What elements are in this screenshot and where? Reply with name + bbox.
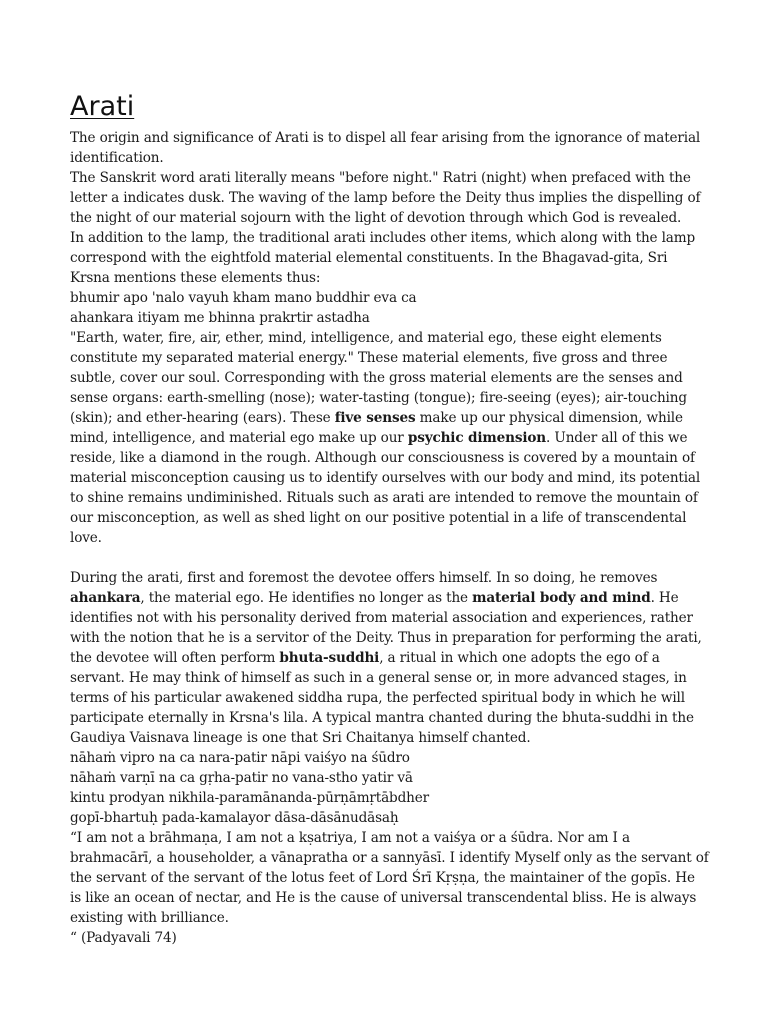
- text-run: During the arati, first and foremost the devotee offers himself. In so doing, he removes: [70, 570, 658, 586]
- paragraph-etymology: The Sanskrit word arati literally means "before night." Ratri (night) when prefaced with the letter a indicates dusk. The waving of the lamp before the Deity thus implies the dispelling of the night of our material sojourn with the light of devotion through which God is revealed.: [70, 170, 701, 226]
- bold-ahankara: ahankara: [70, 590, 141, 606]
- bold-psychic-dimension: psychic dimension: [407, 430, 547, 446]
- text-run: make up our physical dimension, while mind, intelligence, and material ego make up our: [70, 410, 683, 446]
- text-run: . Under all of this we reside, like a diamond in the rough. Although our consciousness is covered by a mountain of material misconception causing us to identify ourselves with our body and mind, its potential to shine remains undiminished. Rituals such as arati are intended to remove the mountain of our misconception, as well as shed light on our positive potential in a life of transcendental love.: [70, 430, 701, 546]
- bold-bhuta-suddhi: bhuta-suddhi: [279, 650, 380, 666]
- text-run: . He identifies not with his personality derived from material association and experiences, rather with the notion that he is a servitor of the Deity. Thus in preparation for performing the arati, the devotee will often perform: [70, 590, 702, 666]
- paragraph-gap: [70, 548, 710, 568]
- document-page: [70, 90, 710, 948]
- document-body: [70, 128, 710, 948]
- verse-line-2: ahankara itiyam me bhinna prakrtir astadha: [70, 310, 370, 326]
- bold-five-senses: five senses: [334, 410, 416, 426]
- mantra-line-1: nāhaṁ vipro na ca nara-patir nāpi vaiśyo na śūdro: [70, 750, 410, 766]
- text-run: , the material ego. He identifies no longer as the: [140, 590, 473, 606]
- text-run: "Earth, water, fire, air, ether, mind, intelligence, and material ego, these eight elements constitute my separated material energy." These material elements, five gross and three subtle, cover our soul. Corresponding with the gross material elements are the senses and sense organs: earth-smelling (nose); water-tasting (tongue); fire-seeing (eyes); air-touching (skin); and ether-hearing (ears). These: [70, 330, 687, 426]
- paragraph-mantra-translation: “I am not a brāhmaṇa, I am not a kṣatriya, I am not a vaiśya or a śūdra. Nor am I a brahmacārī, a householder, a vānapratha or a sannyāsī. I identify Myself only as the servant of the servant of the servant of the lotus feet of Lord Śrī Kṛṣṇa, the maintainer of the gopīs. He is like an ocean of nectar, and He is the cause of universal transcendental bliss. He is always existing with brilliance.: [70, 830, 709, 926]
- bold-material-body-mind: material body and mind: [472, 590, 651, 606]
- mantra-line-2: nāhaṁ varṇī na ca gṛha-patir no vana-stho yatir vā: [70, 770, 413, 786]
- paragraph-elements: In addition to the lamp, the traditional arati includes other items, which along with the lamp correspond with the eightfold material elemental constituents. In the Bhagavad-gita, Sri Krsna mentions these elements thus:: [70, 230, 696, 286]
- paragraph-translation: [70, 328, 710, 548]
- paragraph-offering: [70, 568, 710, 748]
- mantra-line-3: kintu prodyan nikhila-paramānanda-pūrṇāmṛtābdher: [70, 790, 430, 806]
- citation: “ (Padyavali 74): [70, 930, 177, 946]
- mantra-line-4: gopī-bhartuḥ pada-kamalayor dāsa-dāsānudāsaḥ: [70, 810, 399, 826]
- paragraph-origin: The origin and significance of Arati is to dispel all fear arising from the ignorance of material identification.: [70, 130, 701, 166]
- page-title: Arati: [70, 91, 135, 122]
- verse-line-1: bhumir apo 'nalo vayuh kham mano buddhir eva ca: [70, 290, 417, 306]
- text-run: , a ritual in which one adopts the ego of a servant. He may think of himself as such in a general sense or, in more advanced stages, in terms of his particular awakened siddha rupa, the perfected spiritual body in which he will participate eternally in Krsna's lila. A typical mantra chanted during the bhuta-suddhi in the Gaudiya Vaisnava lineage is one that Sri Chaitanya himself chanted.: [70, 650, 694, 746]
